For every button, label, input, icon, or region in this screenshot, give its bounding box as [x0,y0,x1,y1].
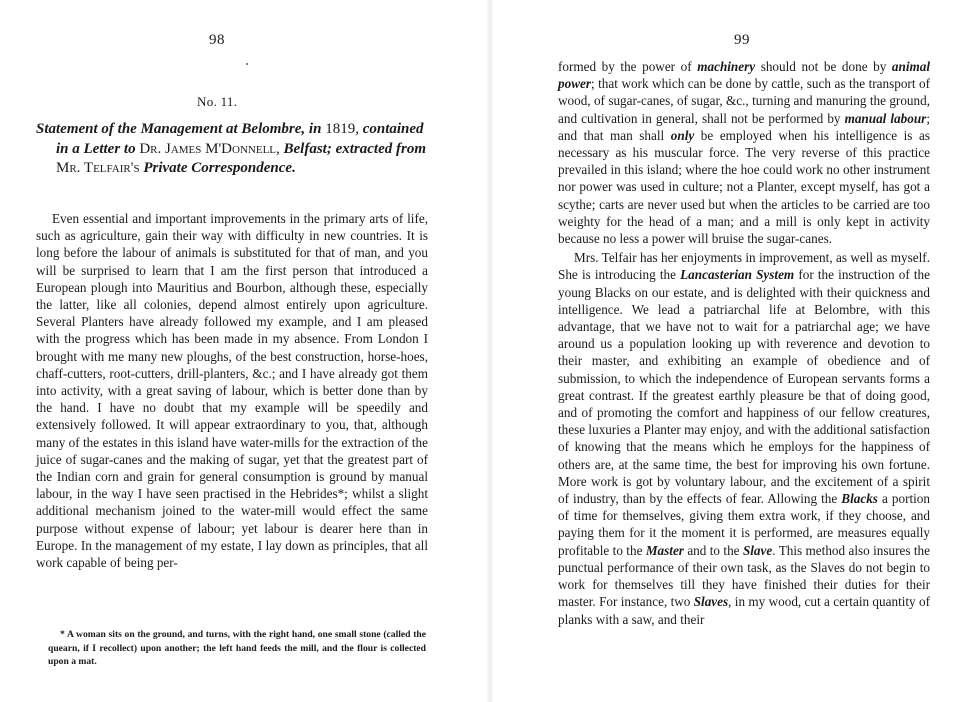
body-paragraph [558,249,930,627]
italic-term: Blacks [841,491,878,507]
text-run: and to the [683,542,743,558]
text-run: ; that work which can be done by cattle, such as the transport of wood, of sugar-canes, of sugar, &c., turning and manuring the ground, and cultivation in general, shall not be performed by [558,76,930,126]
heading-year: 1819, [325,121,359,137]
heading-part: contained in a Letter to [56,121,424,157]
italic-term: Master [645,542,684,558]
italic-term: Slave [742,542,773,558]
heading-part: Belfast; extracted from [283,140,426,157]
italic-term: manual labour [844,110,927,126]
italic-term: Lancasterian System [680,267,795,283]
left-body-text [36,210,428,571]
heading-part: Correspondence. [191,160,296,176]
text-run: Mrs. Telfair has her enjoyments in improvement, as well as myself. She is introducing the [558,250,930,283]
print-speck [246,63,248,65]
section-number: No. 11. [197,94,238,109]
text-run: , in my wood, cut a certain quantity of planks with a saw, and their [558,594,930,627]
page-number-right: 99 [734,32,750,48]
italic-term: only [670,127,695,143]
footnote: * A woman sits on the ground, and turns, with the right hand, one small stone (called the quearn, if I recollect) upon another; the left hand feeds the mill, and the flour is collected upon a mat. [48,629,426,667]
text-run: should not be done by [755,59,892,74]
text-run: for the instruction of the young Blacks on our estate, and is delighted with their quickness and intelligence. We lead a patriarchal life at Belombre, with this advantage, that we have not to wait for a patriarchal age; we have around us a population looking up with reverence and devotion to their master, and exhibiting an example of obedience and of submission, to which the independence of European servants forms a great contrast. If the greatest earthly pleasure be that of doing good, and of promoting the comfort and happiness of our fellow creatures, these luxuries a Planter may enjoy, and with the additional satisfaction of knowing that the means which he employs for the happiness of others are, at the same time, the best for improving his own fortune. More work is got by voluntary labour, and the excitement of a spirit of industry, than by the effects of fear. Allowing the [558,267,930,507]
heading-part: Statement of the Management at Belombre, in [36,121,322,137]
body-paragraph-continued [558,58,930,247]
italic-term: machinery [697,59,756,74]
text-run: be employed when his intelligence is as necessary as his muscular force. The very reverse of this practice prevailed in this island; where the hoe could work no other instrument nor power was used in culture; not a Planter, except myself, has got a scythe; carts are never used but when the articles to be carried are too weighty for the head of a man; and a mill is only kept in activity because no less a power will bruise the sugar-canes. [558,127,930,247]
italic-term: Slaves [693,594,729,610]
body-paragraph: Even essential and important improvements in the primary arts of life, such as agriculture, gain their way with difficulty in new countries. It is long before the labour of animals is substituted for that of man, and you will be surprised to learn that I am the first person that introduced a European plough into Mauritius and Bourbon, although these, especially the latter, like all colonies, depend almost entirely upon agriculture. Several Planters have already followed my example, and I am pleased with the progress which has been made in my absence. From London I brought with me many new ploughs, of the best construction, horse-hoes, chaff-cutters, root-cutters, drill-planters, &c.; and I have already got them into activity, with a great saving of labour, which is better done than by the hand. I have no doubt that my example will be speedily and extensively followed. It will appear extraordinary to you, that, although many of the estates in this island have water-mills for the extraction of the juice of sugar-canes and the making of sugar, yet that the greatest part of the Indian corn and grain for general consumption is ground by manual labour, in the way I have seen practised in the Hebrides*; whilst a slight additional mechanism joined to the water-mill would effect the same purpose without expense of labour; yet labour is dearer here than in Europe. In the management of my estate, I lay down as principles, that all work capable of being per- [36,211,428,571]
italic-term: animal power [558,59,931,92]
heading-recipient: Dr. James M'Donnell, [139,140,280,157]
heading-author: Mr. Telfair's [56,160,140,176]
section-heading [36,120,436,179]
right-body-text [558,58,930,628]
text-run: formed by the power of [558,59,698,74]
text-run: . This method also insures the punctual performance of their own task, as the Slaves do not begin to work for themselves till they have finished their duties for their master. For instance, two [558,542,930,610]
text-run: ; and that man shall [558,110,930,143]
text-run: a portion of time for themselves, giving them extra work, if they choose, and paying them for it the moment it is performed, are measures equally profitable to the [558,491,930,558]
page-number-left: 98 [209,32,225,48]
right-page [490,0,980,702]
heading-part: Private [143,160,188,176]
